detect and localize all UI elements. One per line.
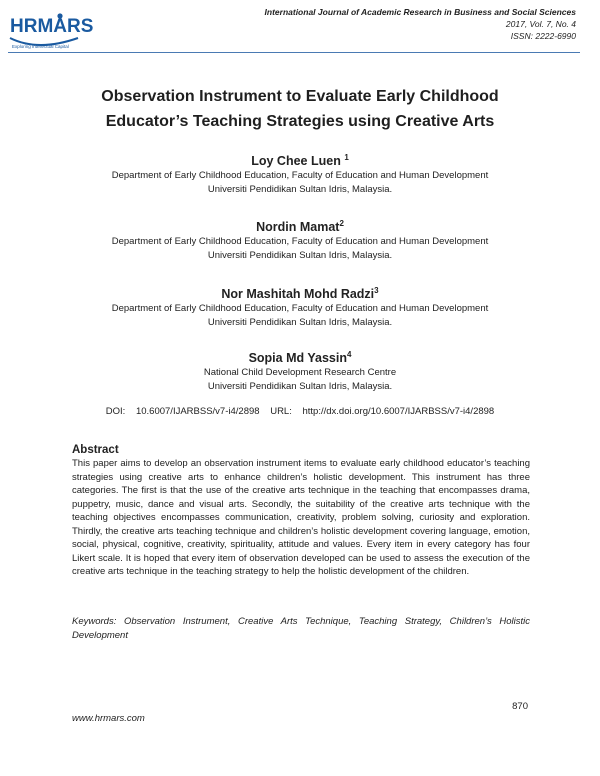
title-line-2: Educator’s Teaching Strategies using Creative Arts — [105, 113, 495, 130]
author-university: Universiti Pendidikan Sultan Idris, Malaysia. — [207, 184, 393, 196]
title-line-1: Observation Instrument to Evaluate Early Childhood — [101, 88, 499, 105]
abstract-body: This paper aims to develop an observation instrument items to evaluate early childhood educator’s teaching strategies using creative arts to enhance children’s holistic development. This instrument has three categories. The first is that the use of the creative arts technique in the teaching that encompasses drama, puppetry, music, dance and visual arts. Secondly, the suitability of the creative arts technique with the teaching objectives encompasses communication, creativity, problem solving, curiosity and exploration. Thirdly, the creative arts teaching technique and children’s holistic development covering language, emotion, social, physical, cognitive, creativity, spirituality, attitude and values. Every item in every category has four Likert scale. It is hoped that every item of observation developed can be used to assess the execution of the creative arts technique in the teaching strategy to help the holistic development of the children. — [72, 458, 530, 578]
doi-label: DOI: — [105, 406, 126, 417]
journal-volume: 2017, Vol. 7, No. 4 — [505, 19, 576, 29]
logo-tagline: Exploring Intellectual Capital — [12, 44, 69, 49]
author-block-2 — [40, 216, 560, 263]
url-value[interactable]: http://dx.doi.org/10.6007/IJARBSS/v7-i4/2898 — [302, 406, 495, 417]
author-block-3 — [40, 283, 560, 330]
journal-header — [216, 6, 576, 42]
paper-title — [50, 84, 550, 134]
author-name: Sopia Md Yassin$^4$ — [248, 350, 352, 366]
doi-value[interactable]: 10.6007/IJARBSS/v7-i4/2898 — [135, 406, 260, 417]
author-affiliation: National Child Development Research Centre — [203, 367, 397, 379]
author-university: Universiti Pendidikan Sultan Idris, Malaysia. — [207, 250, 393, 262]
keywords: Keywords: Observation Instrument, Creative Arts Technique, Teaching Strategy, Children’s Holistic Development — [72, 616, 530, 641]
author-affiliation: Department of Early Childhood Education, Faculty of Education and Human Development — [111, 303, 489, 315]
journal-issn: ISSN: 2222-6990 — [510, 31, 576, 41]
author-university: Universiti Pendidikan Sultan Idris, Malaysia. — [207, 317, 393, 329]
author-name: Nor Mashitah Mohd Radzi$^3$ — [221, 286, 379, 302]
author-university: Universiti Pendidikan Sultan Idris, Malaysia. — [207, 381, 393, 393]
author-block-4 — [40, 347, 560, 394]
author-name: Loy Chee Luen $^1$ — [251, 153, 349, 169]
url-label: URL: — [270, 406, 292, 417]
footer-url[interactable]: www.hrmars.com — [72, 713, 145, 724]
author-name: Nordin Mamat$^2$ — [256, 219, 344, 235]
author-affiliation: Department of Early Childhood Education, Faculty of Education and Human Development — [111, 236, 489, 248]
page-number: 870 — [512, 701, 528, 712]
abstract-heading: Abstract — [72, 444, 119, 456]
logo-text: HRMARS — [10, 16, 94, 37]
author-block-1 — [40, 150, 560, 197]
author-affiliation: Department of Early Childhood Education, Faculty of Education and Human Development — [111, 170, 489, 182]
header-divider — [8, 52, 580, 53]
journal-name: International Journal of Academic Research in Business and Social Sciences — [264, 7, 576, 17]
doi-line — [40, 405, 560, 419]
hrmars-logo — [8, 8, 108, 52]
